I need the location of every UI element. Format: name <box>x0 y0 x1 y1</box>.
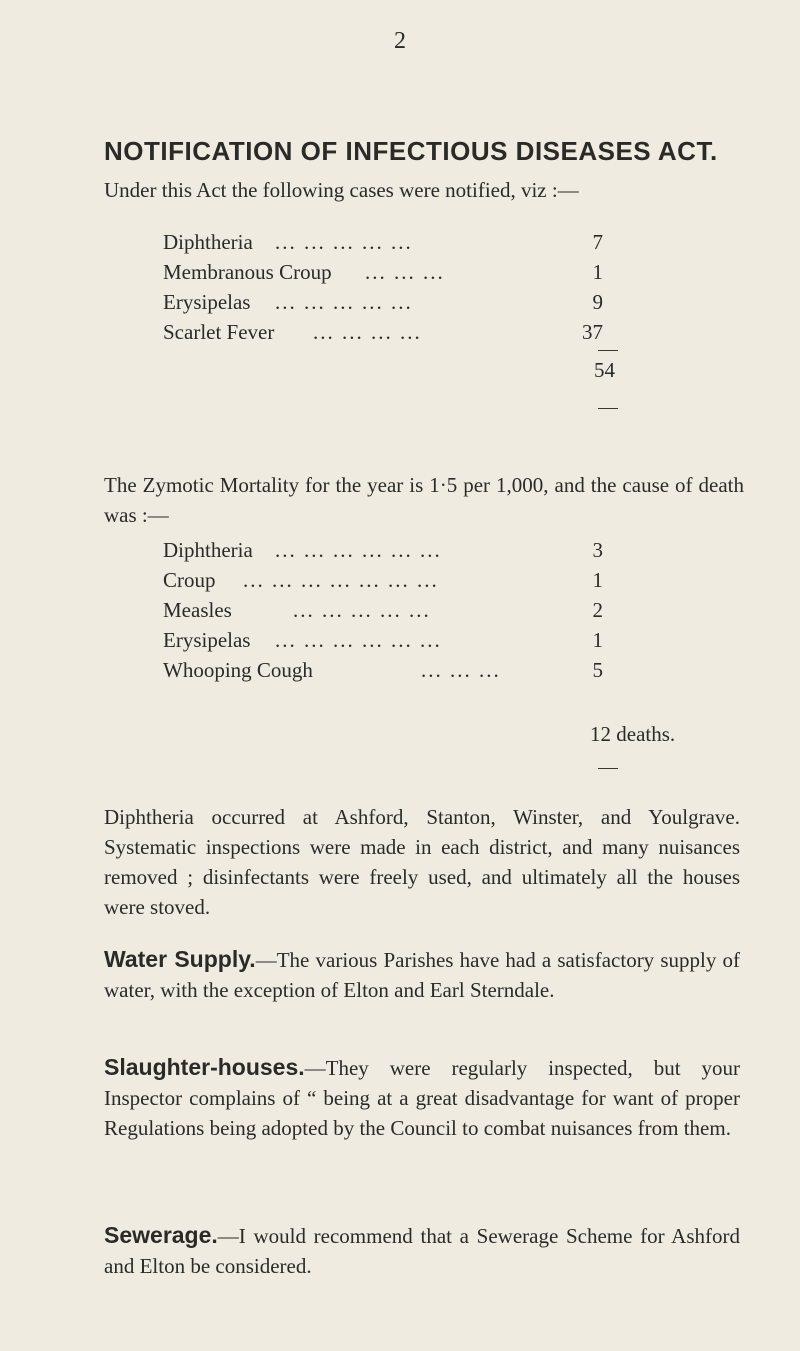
list-item <box>163 318 623 346</box>
page-number: 2 <box>394 28 406 54</box>
list-item-value: 1 <box>592 628 603 652</box>
list-item-label: Diphtheria <box>163 230 253 254</box>
sewerage-text: —I would recommend that a Sewerage Scheme for Ashford and Elton be considered. <box>104 1224 740 1278</box>
list-item-label: Diphtheria <box>163 538 253 562</box>
page-title: NOTIFICATION OF INFECTIOUS DISEASES ACT. <box>104 136 718 166</box>
leader-dots: ... ... ... ... ... ... <box>275 628 442 652</box>
list-item <box>163 258 623 286</box>
diphtheria-paragraph: Diphtheria occurred at Ashford, Stanton, Winster, and Youlgrave. Systematic inspections were made in each district, and many nuisances removed ; disinfectants were freely used, and ultimately all the houses were stoved. <box>104 805 740 919</box>
list-item-value: 5 <box>592 658 603 682</box>
divider <box>598 350 618 351</box>
list-item-label: Erysipelas <box>163 290 251 314</box>
slaughter-houses-section <box>104 1052 740 1143</box>
list-item <box>163 566 623 594</box>
list-item-label: Scarlet Fever <box>163 320 275 344</box>
list-item-label: Croup <box>163 568 216 592</box>
sewerage-heading: Sewerage. <box>104 1222 218 1248</box>
list-item <box>163 656 623 684</box>
list-item-value: 2 <box>592 598 603 622</box>
leader-dots: ... ... ... ... <box>313 320 422 344</box>
list-item-value: 1 <box>592 260 603 284</box>
list-item-label: Measles <box>163 598 232 622</box>
notified-intro: Under this Act the following cases were notified, viz :— <box>104 178 579 202</box>
divider <box>598 408 618 409</box>
mortality-total: 12 deaths. <box>590 722 676 746</box>
slaughter-houses-text: —They were regularly inspected, but your Inspector complains of “ being at a great disadvantage for want of proper Regulations being adopted by the Council to combat nuisances from them. <box>104 1056 740 1140</box>
leader-dots: ... ... ... ... ... <box>275 290 413 314</box>
water-supply-text: —The various Parishes have had a satisfactory supply of water, with the exception of Elton and Earl Sterndale. <box>104 948 740 1002</box>
list-item <box>163 626 623 654</box>
list-item-value: 3 <box>592 538 603 562</box>
mortality-intro: The Zymotic Mortality for the year is 1·5 per 1,000, and the cause of death was :— <box>104 473 744 527</box>
list-item-label: Membranous Croup <box>163 260 332 284</box>
list-item-label: Whooping Cough <box>163 658 313 682</box>
divider <box>598 768 618 769</box>
leader-dots: ... ... ... ... ... <box>293 598 431 622</box>
list-item <box>163 288 623 316</box>
list-item-value: 1 <box>592 568 603 592</box>
notified-total: 54 <box>594 358 615 382</box>
list-item-label: Erysipelas <box>163 628 251 652</box>
water-supply-section <box>104 944 740 1005</box>
leader-dots: ... ... ... ... ... ... <box>275 538 442 562</box>
water-supply-heading: Water Supply. <box>104 946 256 972</box>
list-item <box>163 596 623 624</box>
list-item <box>163 536 623 564</box>
leader-dots: ... ... ... ... ... <box>275 230 413 254</box>
slaughter-houses-heading: Slaughter-houses. <box>104 1054 305 1080</box>
list-item-value: 37 <box>582 320 603 344</box>
list-item-value: 9 <box>592 290 603 314</box>
sewerage-section <box>104 1220 740 1281</box>
leader-dots: ... ... ... ... ... ... ... <box>243 568 439 592</box>
leader-dots: ... ... ... <box>365 260 445 284</box>
list-item-value: 7 <box>592 230 603 254</box>
list-item <box>163 228 623 256</box>
leader-dots: ... ... ... <box>421 658 501 682</box>
